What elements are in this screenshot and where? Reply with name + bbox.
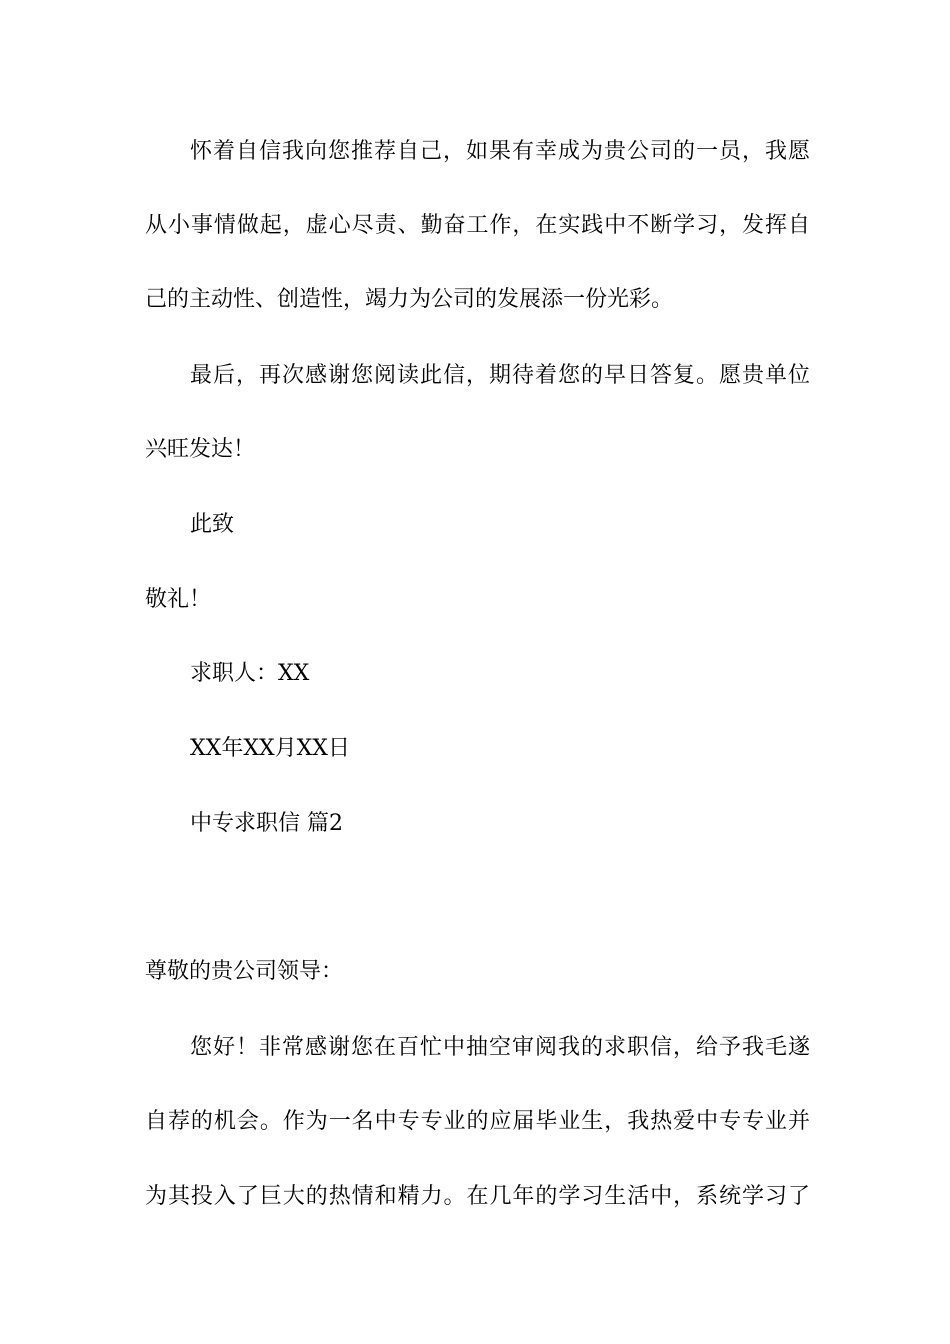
closing-regards: 敬礼！	[145, 587, 212, 612]
paragraph-line: 己的主动性、创造性，竭力为公司的发展添一份光彩。	[145, 287, 674, 312]
signature-name: 求职人：XX	[190, 661, 310, 686]
paragraph-line: 兴旺发达！	[145, 437, 256, 462]
paragraph-line: 为其投入了巨大的热情和精力。在几年的学习生活中，系统学习了	[145, 1184, 810, 1209]
signature-date: XX年XX月XX日	[190, 736, 350, 761]
closing-salutation: 此致	[190, 512, 235, 537]
greeting-line: 尊敬的贵公司领导：	[145, 959, 344, 984]
paragraph-line: 您好！非常感谢您在百忙中抽空审阅我的求职信，给予我毛遂	[190, 1035, 810, 1060]
paragraph-line: 最后，再次感谢您阅读此信，期待着您的早日答复。愿贵单位	[190, 363, 810, 388]
paragraph-line: 从小事情做起，虚心尽责、勤奋工作，在实践中不断学习，发挥自	[145, 213, 810, 238]
paragraph-line: 怀着自信我向您推荐自己，如果有幸成为贵公司的一员，我愿	[190, 139, 810, 164]
paragraph-line: 自荐的机会。作为一名中专专业的应届毕业生，我热爱中专专业并	[145, 1109, 810, 1134]
section-heading: 中专求职信 篇2	[190, 811, 343, 836]
